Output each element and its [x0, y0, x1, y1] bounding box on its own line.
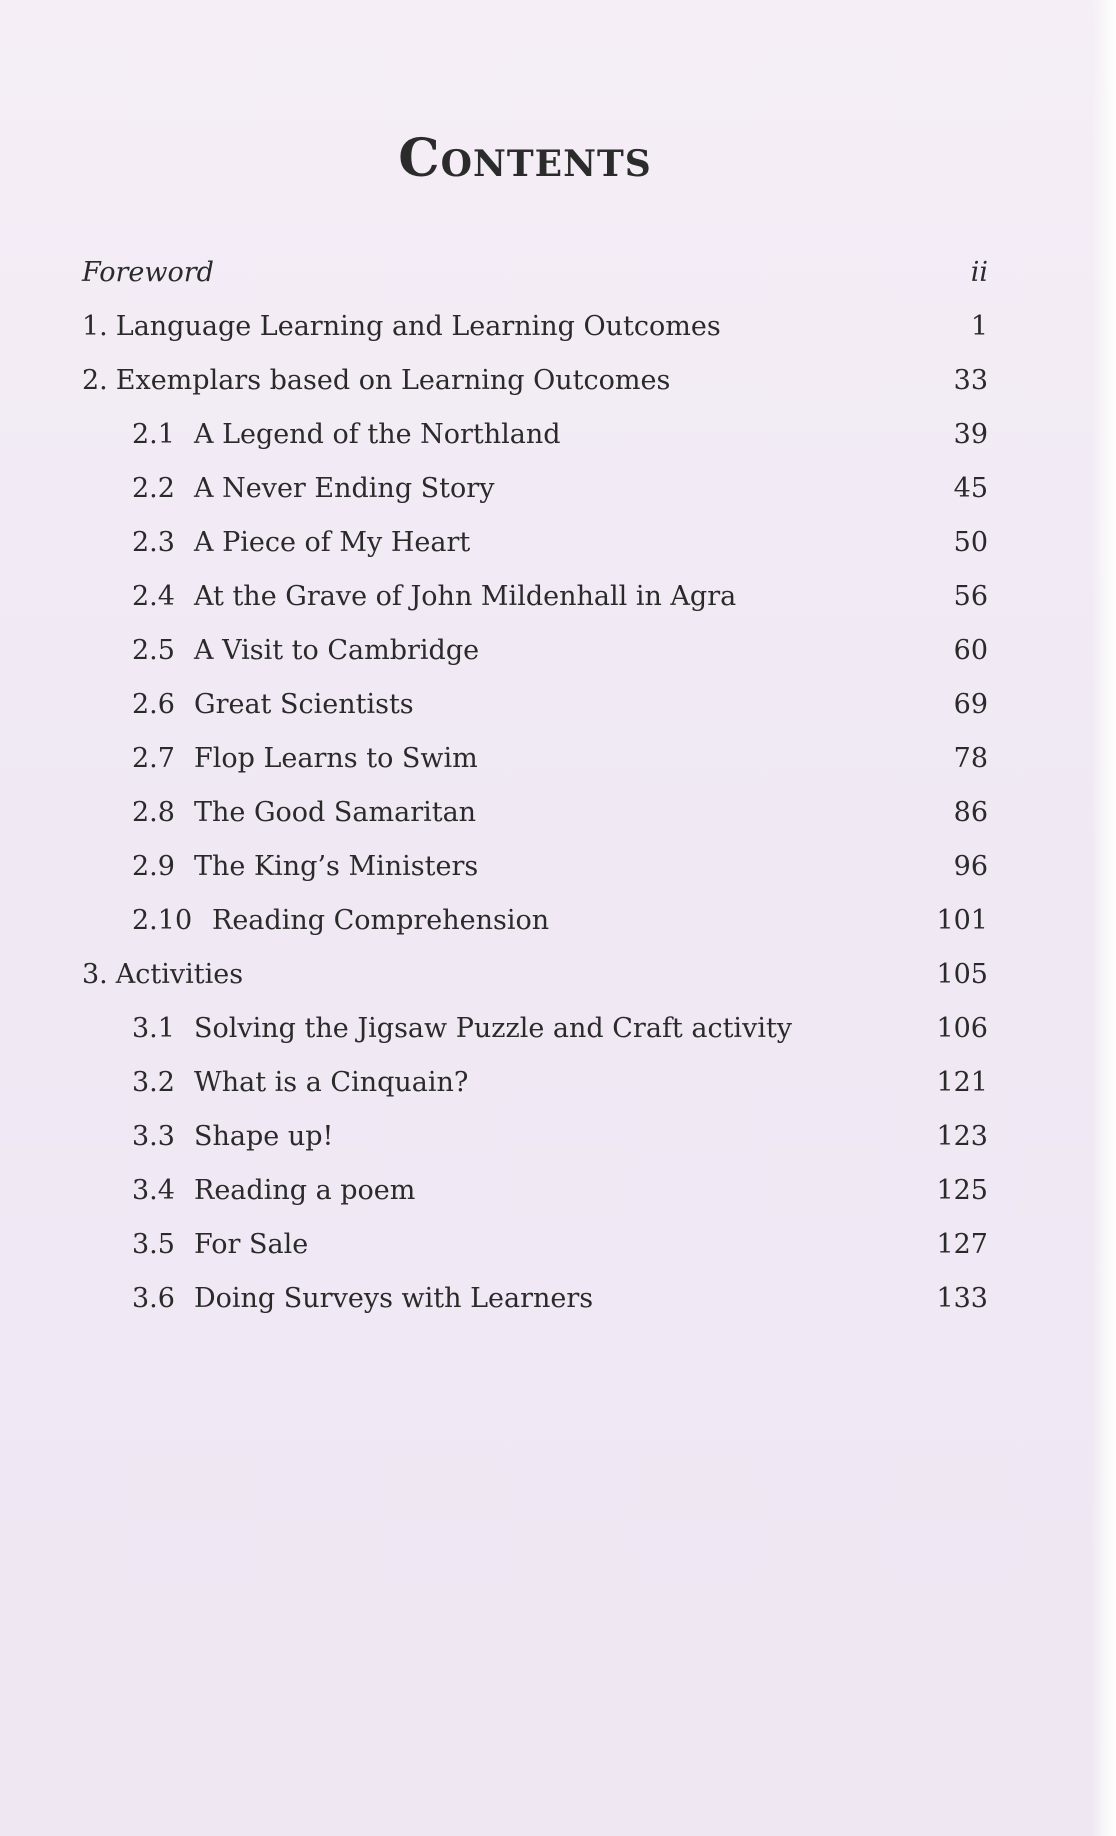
- toc-entry-label: Flop Learns to Swim: [194, 743, 478, 774]
- toc-entry-section[interactable]: [82, 462, 988, 516]
- toc-entry-number: 2.10: [132, 905, 193, 936]
- toc-entry-section[interactable]: [82, 1272, 988, 1326]
- toc-entry-label: For Sale: [194, 1229, 309, 1260]
- toc-entry-foreword[interactable]: [82, 246, 988, 300]
- toc-entry-label: Great Scientists: [194, 689, 414, 720]
- toc-entry-page: 125: [936, 1175, 988, 1206]
- toc-entry-label: Doing Surveys with Learners: [194, 1283, 594, 1314]
- toc-entry-number: 2.8: [132, 797, 175, 828]
- toc-entry-number: 2.3: [132, 527, 175, 558]
- toc-entry-section[interactable]: [82, 894, 988, 948]
- toc-entry-label: Exemplars based on Learning Outcomes: [115, 365, 671, 396]
- page-edge-shadow: [1092, 0, 1116, 1836]
- toc-entry-label: A Never Ending Story: [194, 473, 495, 504]
- toc-entry-section[interactable]: [82, 1110, 988, 1164]
- toc-entry-label: A Legend of the Northland: [194, 419, 561, 450]
- toc-entry-label: Reading a poem: [194, 1175, 416, 1206]
- toc-entry-label: What is a Cinquain?: [194, 1067, 469, 1098]
- toc-entry-label: Solving the Jigsaw Puzzle and Craft activity: [194, 1013, 793, 1044]
- toc-entry-page: 133: [936, 1283, 988, 1314]
- toc-entry-page: 33: [953, 365, 988, 396]
- toc-entry-number: 3.2: [132, 1067, 175, 1098]
- toc-entry-number: 2.: [82, 365, 108, 396]
- toc-entry-label: Language Learning and Learning Outcomes: [115, 311, 721, 342]
- toc-entry-number: 2.7: [132, 743, 175, 774]
- page-title: Contents: [398, 128, 652, 189]
- toc-entry-number: 3.: [82, 959, 108, 990]
- toc-entry-number: 2.6: [132, 689, 175, 720]
- toc-entry-page: 127: [936, 1229, 988, 1260]
- toc-entry-section[interactable]: [82, 1056, 988, 1110]
- toc-entry-section[interactable]: [82, 408, 988, 462]
- toc-entry-chapter-3[interactable]: [82, 948, 988, 1002]
- toc-entry-page: 50: [953, 527, 988, 558]
- toc-entry-section[interactable]: [82, 624, 988, 678]
- toc-entry-section[interactable]: [82, 1002, 988, 1056]
- toc-entry-number: 3.6: [132, 1283, 175, 1314]
- toc-entry-label: Activities: [115, 959, 244, 990]
- toc-entry-page: 78: [953, 743, 988, 774]
- toc-entry-section[interactable]: [82, 1164, 988, 1218]
- toc-entry-number: 2.1: [132, 419, 175, 450]
- toc-entry-number: 3.1: [132, 1013, 175, 1044]
- toc-entry-number: 3.4: [132, 1175, 175, 1206]
- toc-entry-label: Foreword: [82, 257, 214, 288]
- toc-entry-page: 39: [953, 419, 988, 450]
- toc-entry-page: 101: [936, 905, 988, 936]
- toc-entry-page: 60: [953, 635, 988, 666]
- toc-entry-page: 56: [953, 581, 988, 612]
- toc-entry-label: The Good Samaritan: [194, 797, 477, 828]
- table-of-contents: [82, 246, 988, 1326]
- toc-entry-section[interactable]: [82, 1218, 988, 1272]
- toc-entry-page: 1: [970, 311, 988, 342]
- toc-entry-chapter-2[interactable]: [82, 354, 988, 408]
- toc-entry-page: 121: [936, 1067, 988, 1098]
- toc-entry-number: 3.5: [132, 1229, 175, 1260]
- toc-entry-number: 2.2: [132, 473, 175, 504]
- toc-entry-chapter-1[interactable]: [82, 300, 988, 354]
- toc-entry-page: 69: [953, 689, 988, 720]
- toc-entry-label: The King’s Ministers: [194, 851, 479, 882]
- toc-entry-page: ii: [970, 257, 988, 288]
- toc-entry-page: 96: [953, 851, 988, 882]
- toc-entry-label: At the Grave of John Mildenhall in Agra: [194, 581, 737, 612]
- toc-entry-number: 2.5: [132, 635, 175, 666]
- toc-entry-number: 2.4: [132, 581, 175, 612]
- toc-entry-page: 86: [953, 797, 988, 828]
- toc-entry-number: 2.9: [132, 851, 175, 882]
- toc-entry-section[interactable]: [82, 786, 988, 840]
- toc-entry-section[interactable]: [82, 732, 988, 786]
- toc-entry-section[interactable]: [82, 516, 988, 570]
- toc-entry-label: Shape up!: [194, 1121, 334, 1152]
- toc-entry-number: 3.3: [132, 1121, 175, 1152]
- toc-entry-page: 123: [936, 1121, 988, 1152]
- toc-entry-label: A Piece of My Heart: [194, 527, 471, 558]
- toc-entry-section[interactable]: [82, 840, 988, 894]
- toc-entry-label: Reading Comprehension: [212, 905, 550, 936]
- toc-entry-page: 105: [936, 959, 988, 990]
- toc-entry-section[interactable]: [82, 570, 988, 624]
- toc-entry-page: 106: [936, 1013, 988, 1044]
- toc-entry-section[interactable]: [82, 678, 988, 732]
- toc-entry-page: 45: [953, 473, 988, 504]
- toc-entry-label: A Visit to Cambridge: [194, 635, 480, 666]
- toc-entry-number: 1.: [82, 311, 108, 342]
